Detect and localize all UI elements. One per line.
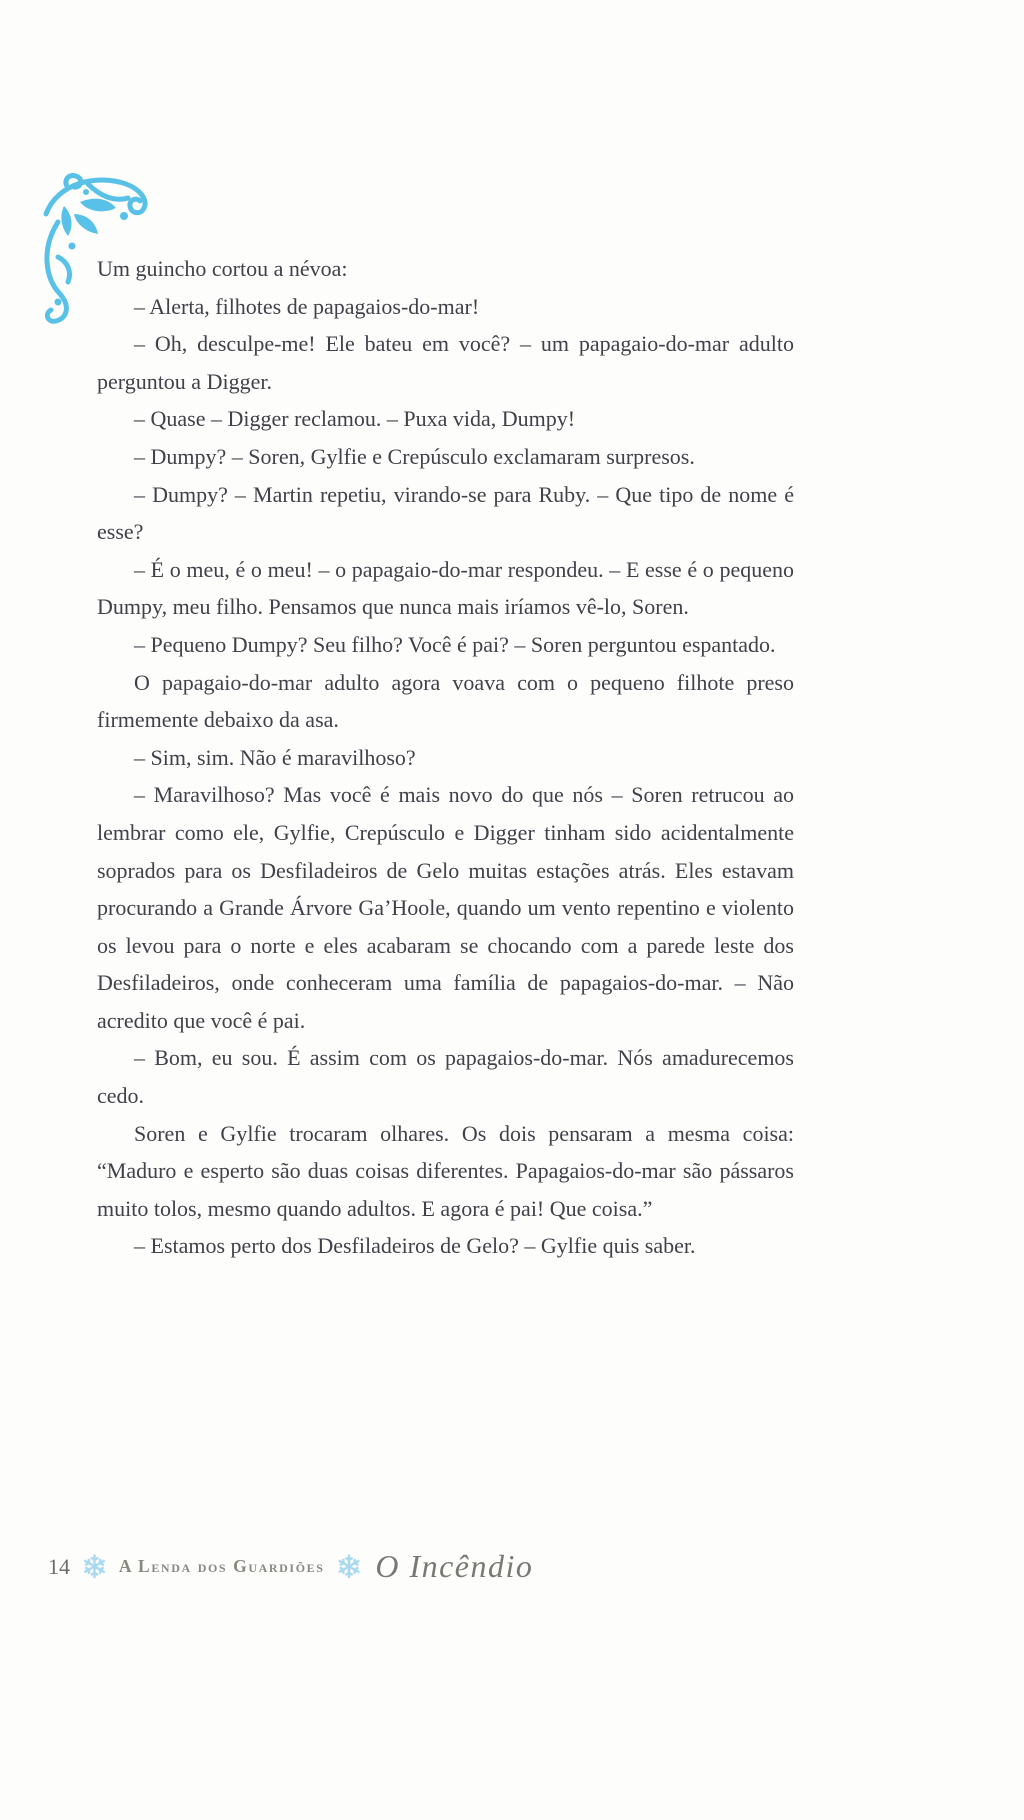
paragraph: – Maravilhoso? Mas você é mais novo do que nós – Soren retrucou ao lembrar como ele, Gylfie, Crepúsculo e Digger tinham sido acidentalmente soprados para os Desfiladeiros de Gelo muitas estações atrás. Eles estavam procurando a Grande Árvore Ga’Hoole, quando um vento repentino e violento os levou para o norte e eles acabaram se chocando com a parede leste dos Desfiladeiros, onde conheceram uma família de papagaios-do-mar. – Não acredito que você é pai. bbox=[97, 782, 794, 1033]
snowflake-icon: ❄ bbox=[81, 1547, 108, 1586]
paragraph: – É o meu, é o meu! – o papagaio-do-mar respondeu. – E esse é o pequeno Dumpy, meu filho. Pensamos que nunca mais iríamos vê-lo, Soren. bbox=[97, 556, 794, 620]
paragraph: – Oh, desculpe-me! Ele bateu em você? – um papagaio-do-mar adulto perguntou a Digger. bbox=[97, 331, 794, 394]
paragraph: Um guincho cortou a névoa: bbox=[97, 256, 348, 281]
page-text bbox=[97, 250, 794, 1265]
page-number: 14 bbox=[48, 1553, 70, 1579]
paragraph: – Dumpy? – Martin repetiu, virando-se para Ruby. – Que tipo de nome é esse? bbox=[97, 481, 794, 545]
page-footer bbox=[48, 1548, 533, 1585]
paragraph: – Sim, sim. Não é maravilhoso? bbox=[134, 744, 416, 770]
paragraph: Soren e Gylfie trocaram olhares. Os dois pensaram a mesma coisa: “Maduro e esperto são duas coisas diferentes. Papagaios-do-mar são pássaros muito tolos, mesmo quando adultos. E agora é pai! Que coisa.” bbox=[97, 1120, 794, 1221]
paragraph: – Estamos perto dos Desfiladeiros de Gelo? – Gylfie quis saber. bbox=[134, 1233, 696, 1259]
paragraph: – Quase – Digger reclamou. – Puxa vida, Dumpy! bbox=[134, 406, 576, 432]
paragraph: – Pequeno Dumpy? Seu filho? Você é pai? – Soren perguntou espantado. bbox=[134, 631, 776, 657]
paragraph: – Alerta, filhotes de papagaios-do-mar! bbox=[134, 293, 480, 319]
paragraph: O papagaio-do-mar adulto agora voava com o pequeno filhote preso firmemente debaixo da asa. bbox=[97, 669, 794, 733]
series-title: A Lenda dos Guardiões bbox=[118, 1556, 325, 1576]
book-title: O Incêndio bbox=[375, 1548, 534, 1584]
snowflake-icon: ❄ bbox=[335, 1547, 363, 1586]
paragraph: – Dumpy? – Soren, Gylfie e Crepúsculo exclamaram surpresos. bbox=[134, 443, 695, 469]
paragraph: – Bom, eu sou. É assim com os papagaios-do-mar. Nós amadurecemos cedo. bbox=[97, 1045, 794, 1109]
